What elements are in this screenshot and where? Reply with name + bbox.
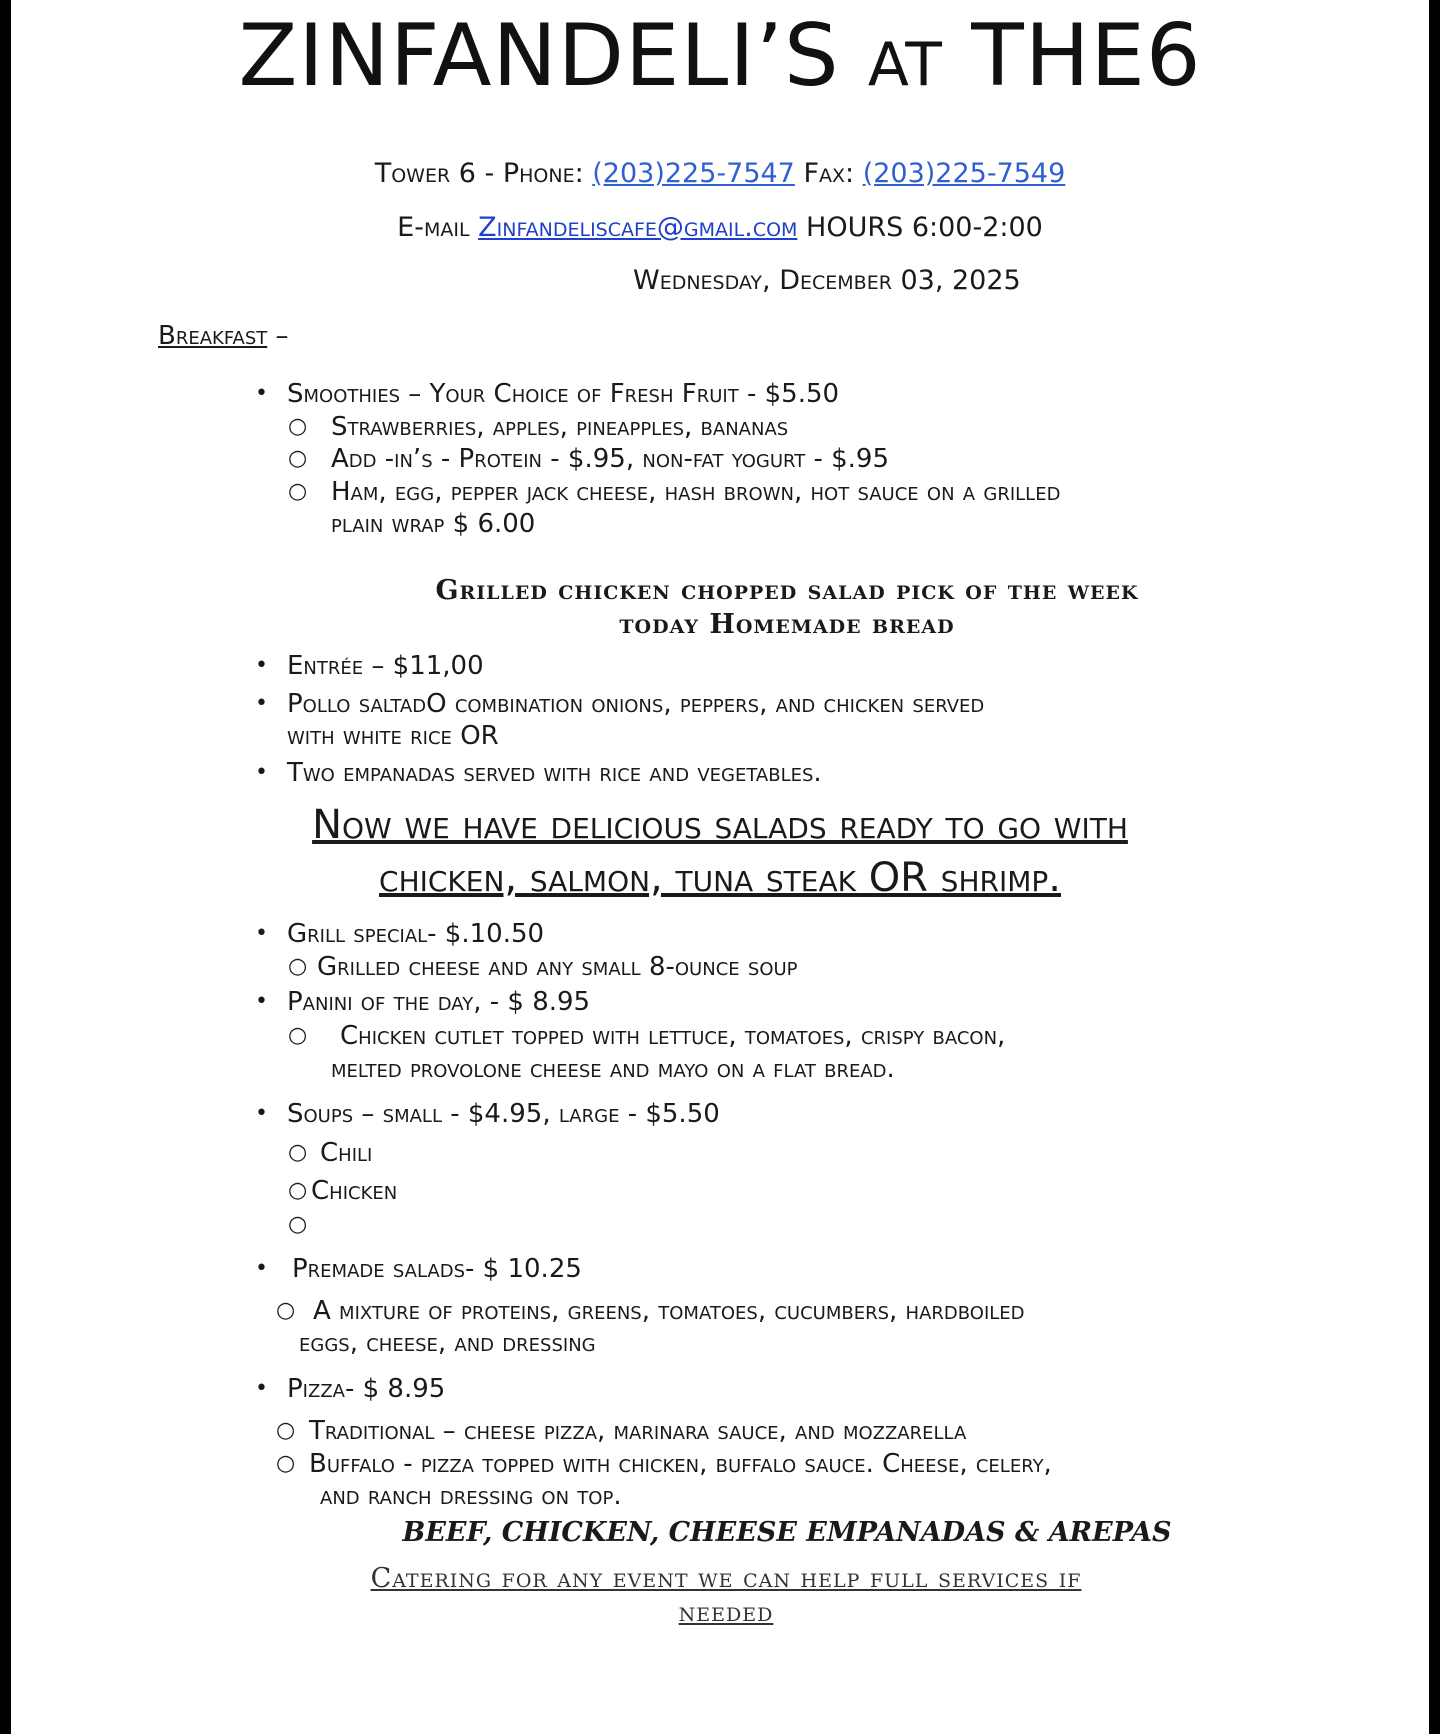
bullet: • (255, 653, 268, 678)
salads-banner-line-2: chicken, salmon, tuna steak OR shrimp. (379, 855, 1061, 901)
sub-bullet: ○ (288, 1178, 308, 1203)
entree-item: Entrée – $11,00 (287, 651, 484, 681)
bullet: • (255, 1376, 268, 1401)
title-at: at (867, 6, 943, 106)
email-line (11, 211, 1429, 245)
sub-bullet: ○ (288, 446, 308, 471)
email-label: E-mail (397, 212, 470, 243)
fax-link[interactable]: (203)225-7549 (862, 158, 1066, 189)
hours-text: HOURS 6:00-2:00 (806, 212, 1043, 243)
special-line-1: Grilled chicken chopped salad pick of the week (435, 575, 1139, 606)
pizza-buffalo-a: Buffalo - pizza topped with chicken, buffalo sauce. Cheese, celery, (309, 1449, 1052, 1479)
bullet: • (255, 989, 268, 1014)
sub-bullet: ○ (288, 1023, 308, 1048)
empanadas-arepas-line: BEEF, CHICKEN, CHEESE EMPANADAS & AREPAS (402, 1517, 1172, 1548)
premade-sub-a: A mixture of proteins, greens, tomatoes, cucumbers, hardboiled (313, 1296, 1025, 1326)
bullet: • (255, 1256, 268, 1281)
email-link[interactable]: Zinfandeliscafe@gmail.com (478, 212, 798, 243)
premade-salads-item: Premade salads- $ 10.25 (292, 1254, 582, 1284)
bullet: • (255, 760, 268, 785)
smoothies-addins: Add -in’s - Protein - $.95, non-fat yogurt - $.95 (331, 444, 890, 474)
date-text: Wednesday, December 03, 2025 (633, 265, 1021, 296)
fax-label: Fax: (803, 158, 855, 189)
sub-bullet: ○ (288, 414, 308, 439)
sub-bullet: ○ (276, 1418, 296, 1443)
panini-sub-b: melted provolone cheese and mayo on a flat bread. (331, 1054, 895, 1084)
grill-special-sub: Grilled cheese and any small 8-ounce soup (317, 952, 798, 982)
empanadas-item: Two empanadas served with rice and vegetables. (287, 758, 822, 788)
panini-sub-a: Chicken cutlet topped with lettuce, tomatoes, crispy bacon, (340, 1021, 1006, 1051)
catering-line-1: Catering for any event we can help full services if (370, 1563, 1082, 1594)
phone-link[interactable]: (203)225-7547 (592, 158, 795, 189)
grill-special-item: Grill special- $.10.50 (287, 919, 545, 949)
title-the6: THE6 (971, 6, 1202, 106)
contact-line (11, 157, 1429, 191)
sub-bullet: ○ (276, 1298, 296, 1323)
bullet: • (255, 921, 268, 946)
sub-bullet: ○ (276, 1451, 296, 1476)
breakfast-dash: – (275, 321, 289, 351)
catering-line-2: needed (678, 1597, 774, 1628)
tower-label: Tower 6 - Phone: (374, 158, 584, 189)
smoothies-item: Smoothies – Your Choice of Fresh Fruit - $5.50 (287, 379, 840, 409)
pizza-traditional: Traditional – cheese pizza, marinara sauce, and mozzarella (309, 1416, 967, 1446)
title-main: ZINFANDELI’S (238, 6, 840, 106)
breakfast-label: Breakfast (158, 321, 268, 351)
smoothies-fruits: Strawberries, apples, pineapples, bananas (331, 412, 789, 442)
soup-chicken: Chicken (311, 1176, 398, 1206)
breakfast-wrap-b: plain wrap $ 6.00 (331, 509, 536, 539)
sub-bullet: ○ (288, 954, 308, 979)
sub-bullet: ○ (288, 479, 308, 504)
sub-bullet: ○ (288, 1212, 308, 1237)
page-title (11, 6, 1429, 106)
sub-bullet: ○ (288, 1140, 308, 1165)
soup-chili: Chili (320, 1138, 373, 1168)
special-line-2: today Homemade bread (619, 609, 955, 640)
panini-item: Panini of the day, - $ 8.95 (287, 987, 591, 1017)
breakfast-heading (158, 319, 289, 353)
salads-banner-line-1: Now we have delicious salads ready to go with (312, 802, 1128, 848)
premade-sub-b: eggs, cheese, and dressing (299, 1328, 596, 1358)
bullet: • (255, 381, 268, 406)
pizza-item: Pizza- $ 8.95 (287, 1374, 446, 1404)
pollo-item-a: Pollo saltadO combination onions, peppers, and chicken served (287, 689, 985, 719)
pizza-buffalo-b: and ranch dressing on top. (320, 1481, 622, 1511)
bullet: • (255, 1101, 268, 1126)
pollo-item-b: with white rice OR (287, 721, 499, 751)
soups-item: Soups – small - $4.95, large - $5.50 (287, 1099, 720, 1129)
menu-page (11, 0, 1429, 1734)
breakfast-wrap-a: Ham, egg, pepper jack cheese, hash brown, hot sauce on a grilled (331, 477, 1061, 507)
bullet: • (255, 691, 268, 716)
